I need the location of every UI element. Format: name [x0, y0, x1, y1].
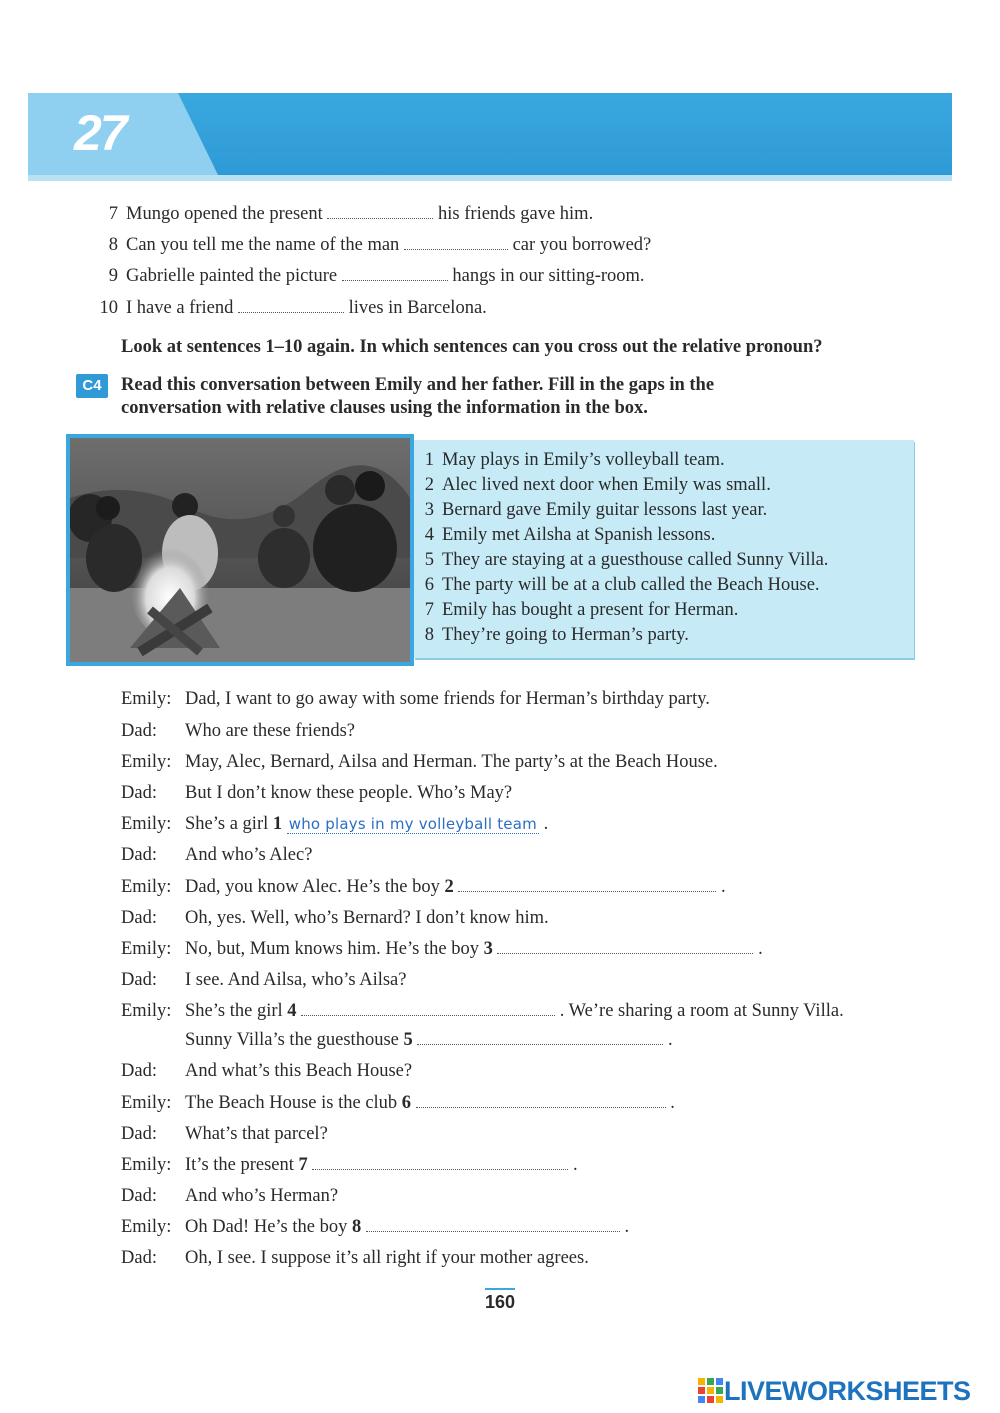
conversation-line: Dad: And who’s Alec? [121, 845, 313, 865]
answer-field-3[interactable] [497, 939, 753, 954]
conversation-line: Emily: The Beach House is the club 6 . [121, 1093, 675, 1113]
instruction-line: conversation with relative clauses using the information in the box. [121, 398, 648, 418]
conversation-line: Sunny Villa’s the guesthouse 5 . [185, 1030, 673, 1050]
answer-field-6[interactable] [416, 1093, 666, 1108]
conversation-line: Emily: It’s the present 7 . [121, 1155, 578, 1175]
unit-number: 27 [74, 105, 126, 161]
conversation-line: Emily: Dad, I want to go away with some friends for Herman’s birthday party. [121, 689, 710, 709]
campfire-photo [70, 438, 410, 662]
header-shadow [28, 175, 952, 181]
answer-gap[interactable] [238, 298, 344, 313]
answer-field-5[interactable] [417, 1030, 663, 1045]
page-number: 160 [0, 1292, 1000, 1313]
conversation-line: Dad: What’s that parcel? [121, 1124, 328, 1144]
exercise-item: 7 Mungo opened the present his friends gave him. [108, 204, 594, 224]
exercise-item: 9 Gabrielle painted the picture hangs in our sitting-room. [108, 266, 645, 286]
conversation-line: Dad: And what’s this Beach House? [121, 1061, 413, 1081]
conversation-line: Dad: I see. And Ailsa, who’s Ailsa? [121, 970, 407, 990]
exercise-item: 10 I have a friend lives in Barcelona. [99, 298, 487, 318]
answer-gap[interactable] [342, 266, 448, 281]
info-item: 1 May plays in Emily’s volleyball team. [424, 450, 725, 470]
answer-gap[interactable] [327, 204, 433, 219]
conversation-line: Dad: Oh, I see. I suppose it’s all right if your mother agrees. [121, 1248, 589, 1268]
conversation-line: Dad: Oh, yes. Well, who’s Bernard? I don’t know him. [121, 908, 549, 928]
conversation-line: Dad: Who are these friends? [121, 721, 356, 741]
conversation-line: Emily: May, Alec, Bernard, Ailsa and Herman. The party’s at the Beach House. [121, 752, 718, 772]
answer-field-7[interactable] [312, 1155, 568, 1170]
info-item: 6 The party will be at a club called the Beach House. [424, 575, 820, 595]
liveworksheets-logo-icon [698, 1378, 724, 1404]
conversation-line: Dad: And who’s Herman? [121, 1186, 339, 1206]
conversation-line: Emily: Dad, you know Alec. He’s the boy 2 . [121, 877, 726, 897]
answer-field-8[interactable] [366, 1217, 620, 1232]
exercise-item: 8 Can you tell me the name of the man car you borrowed? [108, 235, 652, 255]
conversation-line: Emily: She’s a girl 1 who plays in my volleyball team . [121, 814, 549, 834]
conversation-line: Dad: But I don’t know these people. Who’s May? [121, 783, 513, 803]
info-item: 4 Emily met Ailsha at Spanish lessons. [424, 525, 716, 545]
info-box-list [420, 448, 828, 648]
info-item: 7 Emily has bought a present for Herman. [424, 600, 739, 620]
info-item: 3 Bernard gave Emily guitar lessons last year. [424, 500, 768, 520]
conversation-line: Emily: No, but, Mum knows him. He’s the boy 3 . [121, 939, 763, 959]
question-text: Look at sentences 1–10 again. In which sentences can you cross out the relative pronoun? [121, 337, 823, 357]
answer-field-4[interactable] [301, 1001, 555, 1016]
conversation-line: Emily: She’s the girl 4 . We’re sharing a room at Sunny Villa. [121, 1001, 844, 1021]
answer-field-2[interactable] [458, 877, 716, 892]
answer-gap[interactable] [404, 235, 508, 250]
exercise-badge: C4 [76, 374, 108, 398]
liveworksheets-logo: LIVEWORKSHEETS [698, 1376, 971, 1406]
info-item: 2 Alec lived next door when Emily was small. [424, 475, 771, 495]
conversation-line: Emily: Oh Dad! He’s the boy 8 . [121, 1217, 630, 1237]
answer-field-1[interactable]: who plays in my volleyball team [288, 815, 537, 833]
instruction-line: Read this conversation between Emily and her father. Fill in the gaps in the [121, 375, 715, 395]
info-item: 8 They’re going to Herman’s party. [424, 625, 689, 645]
info-item: 5 They are staying at a guesthouse called Sunny Villa. [424, 550, 829, 570]
